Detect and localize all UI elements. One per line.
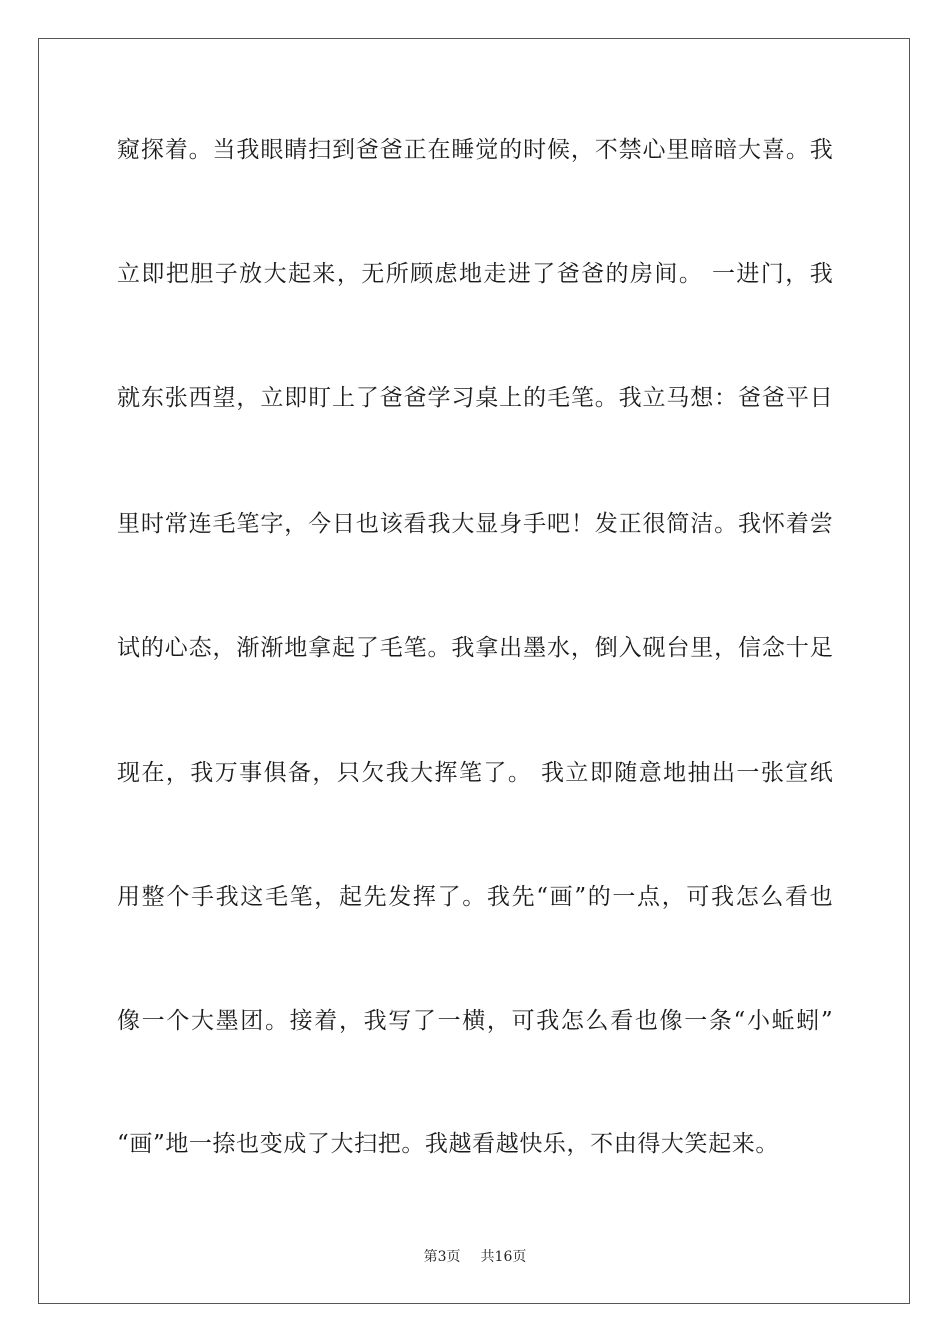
page-border <box>38 38 910 1304</box>
text-line: 像一个大墨团。接着，我写了一横，可我怎么看也像一条“小蚯蚓” <box>117 1008 833 1034</box>
text-line: 现在，我万事俱备，只欠我大挥笔了。 我立即随意地抽出一张宣纸 <box>117 760 833 786</box>
page-total: 共16页 <box>480 1249 527 1265</box>
text-line: 里时常连毛笔字，今日也该看我大显身手吧！发正很简洁。我怀着尝 <box>117 511 833 537</box>
text-line: 试的心态，渐渐地拿起了毛笔。我拿出墨水，倒入砚台里，信念十足 <box>117 635 833 661</box>
page-footer <box>0 1248 950 1266</box>
text-line: 就东张西望，立即盯上了爸爸学习桌上的毛笔。我立马想：爸爸平日 <box>117 385 833 411</box>
text-line: “画”地一捺也变成了大扫把。我越看越快乐，不由得大笑起来。 <box>117 1131 779 1157</box>
text-line: 立即把胆子放大起来，无所顾虑地走进了爸爸的房间。 一进门，我 <box>117 261 833 287</box>
page-number: 第3页 <box>423 1249 461 1265</box>
text-line: 用整个手我这毛笔，起先发挥了。我先“画”的一点，可我怎么看也 <box>117 884 833 910</box>
text-line: 窥探着。当我眼睛扫到爸爸正在睡觉的时候，不禁心里暗暗大喜。我 <box>117 137 833 163</box>
